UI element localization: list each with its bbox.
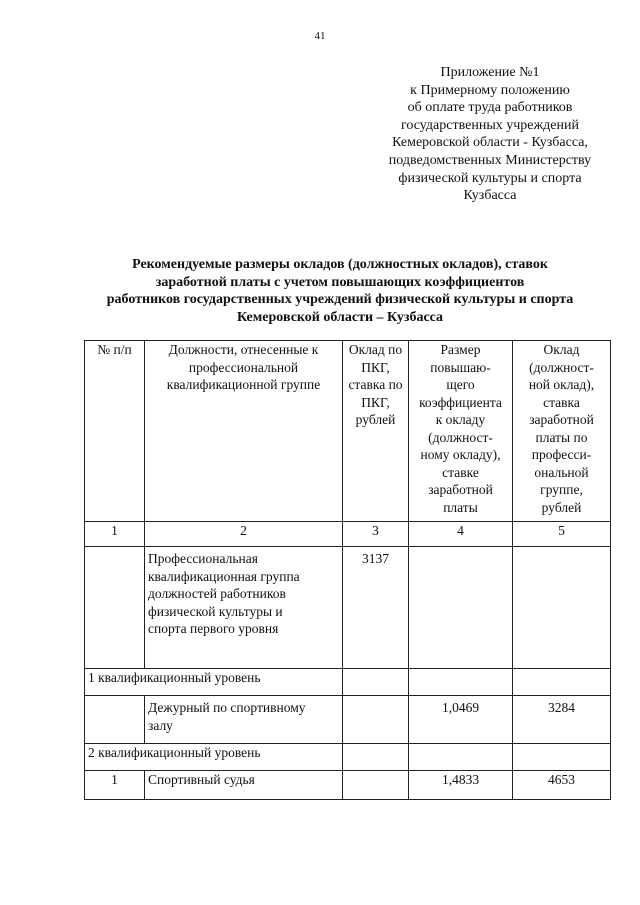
header-row — [85, 341, 611, 522]
position-line: Дежурный по спортивному — [148, 700, 306, 715]
appendix-line: Кузбасса — [463, 188, 517, 204]
header-num — [85, 341, 145, 522]
header-line: (должност- — [529, 359, 594, 375]
header-line: квалификационной группе — [166, 377, 321, 392]
group-line: Профессиональная — [148, 551, 258, 566]
position-salary: 3284 — [513, 696, 611, 744]
title-line: Кемеровской области – Кузбасса — [236, 309, 444, 325]
appendix-line: подведомственных Министерству — [388, 152, 592, 168]
header-line: к окладу — [435, 412, 486, 427]
appendix-line: Приложение №1 — [440, 65, 540, 80]
level-label: 2 квалификационный уровень — [85, 744, 343, 771]
title-line: Рекомендуемые размеры окладов (должностных окладов), ставок — [132, 257, 548, 272]
group-num-cell — [85, 547, 145, 669]
position-coefficient: 1,4833 — [409, 771, 513, 800]
group-line: спорта первого уровня — [148, 621, 279, 636]
header-line: группе, — [540, 482, 583, 497]
header-salary — [513, 341, 611, 522]
position-coefficient: 1,0469 — [409, 696, 513, 744]
column-number-row — [85, 522, 611, 547]
header-line: № п/п — [97, 342, 132, 357]
group-line: квалификационная группа — [148, 568, 300, 584]
column-number: 1 — [85, 522, 145, 547]
group-salary-cell: 3137 — [343, 547, 409, 669]
header-line: Оклад по — [348, 342, 403, 357]
document-title — [60, 256, 620, 326]
level-label: 1 квалификационный уровень — [85, 669, 343, 696]
title-line: работников государственных учреждений физической культуры и спорта — [106, 292, 574, 307]
header-line: платы — [443, 499, 478, 515]
header-line: профессиональной — [188, 359, 299, 375]
header-line: рублей — [355, 412, 396, 427]
header-line: щего — [446, 377, 475, 392]
group-line: должностей работников — [148, 586, 286, 601]
position-line: залу — [148, 717, 173, 733]
position-row — [85, 696, 611, 744]
header-line: ставка по — [348, 377, 403, 392]
appendix-line: об оплате труда работников — [407, 100, 573, 116]
header-line: ной оклад), — [528, 377, 595, 392]
header-line: ПКГ, — [361, 359, 390, 375]
position-salary: 4653 — [513, 771, 611, 800]
header-line: ональной — [534, 464, 589, 480]
empty-cell — [343, 669, 409, 696]
header-line: ставка — [543, 394, 580, 410]
appendix-line: физической культуры и спорта — [398, 170, 582, 186]
header-line: рублей — [541, 499, 582, 515]
header-line: ставке — [442, 464, 479, 480]
column-number: 4 — [409, 522, 513, 547]
header-line: (должност- — [428, 429, 493, 445]
header-pkg-salary — [343, 341, 409, 522]
appendix-line: к Примерному положению — [410, 82, 570, 98]
empty-cell — [409, 744, 513, 771]
header-line: заработной — [428, 482, 493, 497]
position-name: Спортивный судья — [145, 771, 343, 800]
salary-table — [84, 340, 611, 800]
position-name — [145, 696, 343, 744]
empty-cell — [409, 669, 513, 696]
column-number: 3 — [343, 522, 409, 547]
group-coef-cell — [409, 547, 513, 669]
qualification-level-row — [85, 669, 611, 696]
appendix-block — [370, 64, 610, 205]
header-line: професси- — [531, 447, 592, 462]
header-line: ному окладу), — [420, 447, 501, 462]
header-coefficient — [409, 341, 513, 522]
header-line: ПКГ, — [361, 394, 390, 410]
position-num: 1 — [85, 771, 145, 800]
header-line: заработной — [529, 412, 594, 427]
empty-cell — [343, 744, 409, 771]
empty-cell — [343, 696, 409, 744]
empty-cell — [513, 669, 611, 696]
appendix-line: государственных учреждений — [401, 117, 579, 133]
empty-cell — [513, 744, 611, 771]
position-row — [85, 771, 611, 800]
position-num — [85, 696, 145, 744]
header-line: повышаю- — [430, 359, 491, 375]
header-line: Должности, отнесенные к — [168, 342, 319, 357]
group-total-cell — [513, 547, 611, 669]
header-position — [145, 341, 343, 522]
qualification-level-row — [85, 744, 611, 771]
group-line: физической культуры и — [148, 603, 283, 619]
page-number: 41 — [314, 30, 326, 42]
header-line: платы по — [535, 429, 588, 445]
qualification-group-row — [85, 547, 611, 669]
header-line: коэффициента — [419, 394, 502, 410]
column-number: 2 — [145, 522, 343, 547]
title-line: заработной платы с учетом повышающих коэффициентов — [155, 274, 525, 290]
appendix-line: Кемеровской области - Кузбасса, — [392, 135, 588, 151]
group-name-cell — [145, 547, 343, 669]
header-line: Оклад — [543, 342, 580, 357]
header-line: Размер — [440, 342, 481, 357]
column-number: 5 — [513, 522, 611, 547]
empty-cell — [343, 771, 409, 800]
